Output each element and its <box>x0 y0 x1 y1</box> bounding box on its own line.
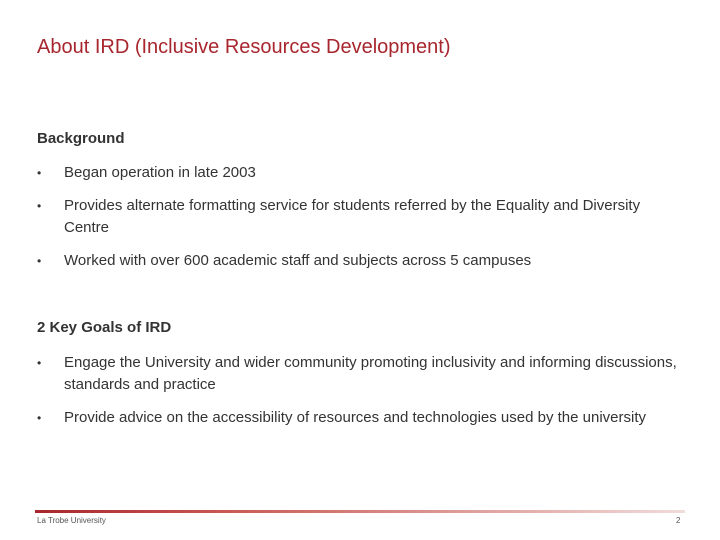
goals-item-accessibility-advice <box>37 407 677 429</box>
footer-organization: La Trobe University <box>37 516 106 525</box>
bullet-text: Provide advice on the accessibility of resources and technologies used by the university <box>64 409 646 426</box>
background-item-formatting-service <box>37 195 677 239</box>
bullet-icon: • <box>37 166 42 180</box>
bullet-text: Began operation in late 2003 <box>64 164 256 181</box>
page-number: 2 <box>676 516 681 525</box>
goals-item-engage-community <box>37 352 677 396</box>
goals-heading: 2 Key Goals of IRD <box>37 319 172 336</box>
background-item-academic-staff <box>37 250 677 272</box>
bullet-icon: • <box>37 411 42 425</box>
bullet-icon: • <box>37 199 42 213</box>
slide-title: About IRD (Inclusive Resources Development) <box>37 36 451 58</box>
bullet-icon: • <box>37 356 42 370</box>
background-heading: Background <box>37 130 125 147</box>
bullet-text: Worked with over 600 academic staff and subjects across 5 campuses <box>64 252 532 269</box>
footer-divider <box>35 510 685 513</box>
bullet-text: Engage the University and wider community promoting inclusivity and informing discussions, standards and practice <box>64 354 677 393</box>
bullet-icon: • <box>37 254 42 268</box>
background-item-operation-start <box>37 162 677 184</box>
goals-bullet-list <box>37 352 677 440</box>
bullet-text: Provides alternate formatting service for students referred by the Equality and Diversity Centre <box>64 197 641 236</box>
background-bullet-list <box>37 162 677 283</box>
